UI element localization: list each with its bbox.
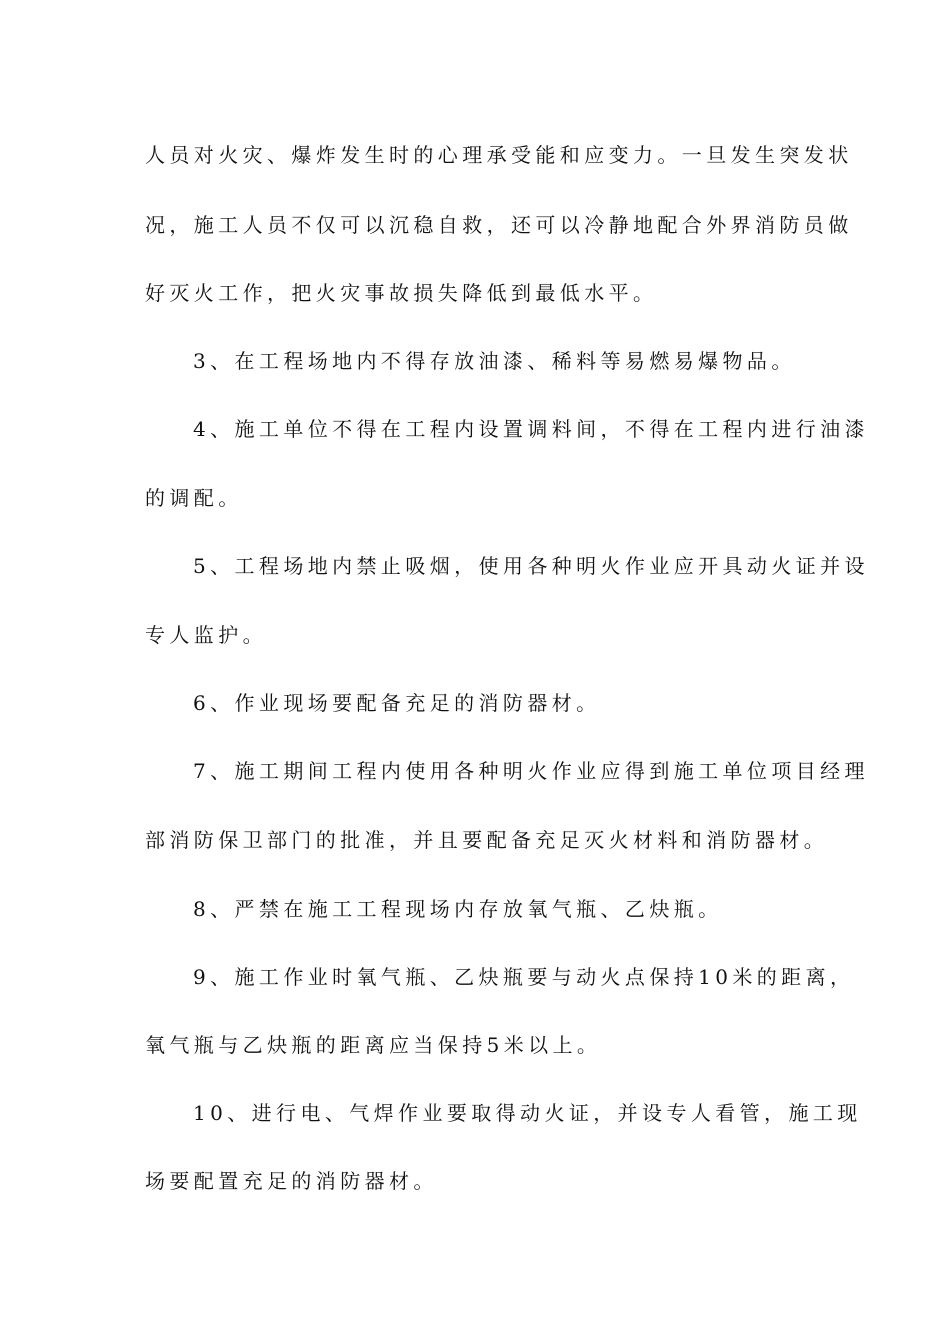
paragraph-line: 况，施工人员不仅可以沉稳自救，还可以冷静地配合外界消防员做: [145, 213, 853, 237]
item-6-line: 6、作业现场要配备充足的消防器材。: [193, 691, 601, 715]
item-4-line: 4、施工单位不得在工程内设置调料间，不得在工程内进行油漆: [193, 417, 869, 441]
item-4-continuation: 的调配。: [145, 486, 243, 510]
item-7-continuation: 部消防保卫部门的批准，并且要配备充足灭火材料和消防器材。: [145, 828, 829, 852]
paragraph-line: 好灭火工作，把火灾事故损失降低到最低水平。: [145, 281, 658, 305]
item-8-line: 8、严禁在施工工程现场内存放氧气瓶、乙炔瓶。: [193, 897, 723, 921]
item-9-continuation: 氧气瓶与乙炔瓶的距离应当保持5米以上。: [145, 1033, 602, 1057]
paragraph-line: 人员对火灾、爆炸发生时的心理承受能和应变力。一旦发生突发状: [145, 143, 853, 167]
item-3-line: 3、在工程场地内不得存放油漆、稀料等易燃易爆物品。: [193, 349, 796, 373]
item-10-continuation: 场要配置充足的消防器材。: [145, 1169, 438, 1193]
item-5-continuation: 专人监护。: [145, 623, 267, 647]
item-7-line: 7、施工期间工程内使用各种明火作业应得到施工单位项目经理: [193, 759, 869, 783]
item-9-line: 9、施工作业时氧气瓶、乙炔瓶要与动火点保持10米的距离，: [193, 965, 855, 989]
item-5-line: 5、工程场地内禁止吸烟，使用各种明火作业应开具动火证并设: [193, 554, 869, 578]
item-10-line: 10、进行电、气焊作业要取得动火证，并设专人看管，施工现: [193, 1101, 862, 1125]
